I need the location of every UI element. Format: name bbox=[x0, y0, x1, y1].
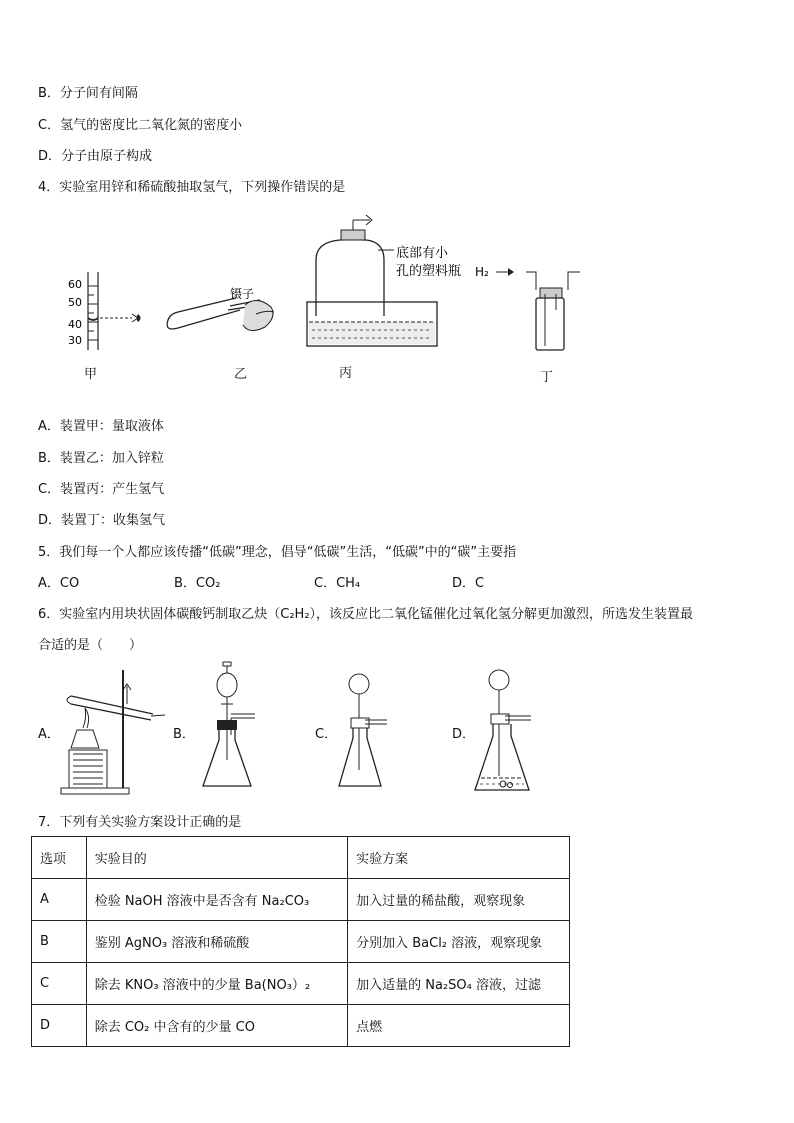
q6-label-b: B． bbox=[173, 727, 195, 742]
q6-stem-line2: 合适的是（ ） bbox=[38, 638, 143, 653]
bottle-label-line2: 孔的塑料瓶 bbox=[396, 264, 462, 279]
q5-option-a: A．CO bbox=[38, 576, 80, 591]
heating-test-tube-stand-icon bbox=[61, 670, 165, 794]
q3-option-c: C．氢气的密度比二氧化氮的密度小 bbox=[38, 118, 243, 133]
q3-option-d: D．分子由原子构成 bbox=[38, 149, 153, 164]
label-jia: 甲 bbox=[84, 367, 98, 382]
cell-purpose: 检验 NaOH 溶液中是否含有 Na₂CO₃ bbox=[86, 879, 347, 921]
cylinder-tick-50: 50 bbox=[68, 296, 82, 309]
cylinder-tick-30: 30 bbox=[68, 334, 82, 347]
label-bing: 丙 bbox=[339, 366, 353, 381]
q7-stem: 7．下列有关实验方案设计正确的是 bbox=[38, 815, 242, 830]
cell-plan: 分别加入 BaCl₂ 溶液，观察现象 bbox=[348, 921, 570, 963]
q4-option-b: B．装置乙：加入锌粒 bbox=[38, 451, 164, 466]
test-tube-tweezers-icon bbox=[167, 298, 274, 331]
cell-plan: 点燃 bbox=[348, 1005, 570, 1047]
table-row bbox=[32, 921, 570, 963]
table-header-row bbox=[32, 837, 570, 879]
q5-option-d: D．C bbox=[452, 576, 485, 591]
gas-collection-bottle-icon bbox=[475, 265, 580, 350]
q5-option-b: B．CO₂ bbox=[174, 576, 221, 591]
graduated-cylinder-icon bbox=[88, 272, 141, 350]
q5-option-c: C．CH₄ bbox=[314, 576, 361, 591]
q4-apparatus-figure bbox=[60, 210, 600, 385]
header-plan: 实验方案 bbox=[348, 837, 570, 879]
q5-stem: 5．我们每一个人都应该传播“低碳”理念，倡导“低碳”生活，“低碳”中的“碳”主要指 bbox=[38, 545, 517, 560]
h2-label: H₂ bbox=[475, 265, 489, 279]
cell-plan: 加入过量的稀盐酸，观察现象 bbox=[348, 879, 570, 921]
long-neck-funnel-flask-icon bbox=[339, 674, 387, 786]
separatory-funnel-flask-icon bbox=[203, 662, 255, 786]
q4-option-d: D．装置丁：收集氢气 bbox=[38, 513, 166, 528]
bottle-label-line1: 底部有小 bbox=[396, 246, 449, 261]
plastic-bottle-beaker-icon bbox=[307, 215, 437, 346]
experiment-table bbox=[31, 836, 570, 1047]
cell-option: B bbox=[32, 921, 87, 963]
table-row bbox=[32, 963, 570, 1005]
cell-option: C bbox=[32, 963, 87, 1005]
cell-plan: 加入适量的 Na₂SO₄ 溶液，过滤 bbox=[348, 963, 570, 1005]
q6-label-d: D． bbox=[452, 727, 476, 742]
label-yi: 乙 bbox=[234, 367, 248, 382]
tweezers-label: 镊子 bbox=[230, 287, 255, 301]
q4-option-a: A．装置甲：量取液体 bbox=[38, 419, 164, 434]
cell-purpose: 鉴别 AgNO₃ 溶液和稀硫酸 bbox=[86, 921, 347, 963]
header-purpose: 实验目的 bbox=[86, 837, 347, 879]
cylinder-tick-40: 40 bbox=[68, 318, 82, 331]
cylinder-tick-60: 60 bbox=[68, 278, 82, 291]
q3-option-b: B．分子间有间隔 bbox=[38, 86, 138, 101]
q6-apparatus-figure bbox=[55, 660, 555, 800]
header-option: 选项 bbox=[32, 837, 87, 879]
q6-label-a: A． bbox=[38, 727, 60, 742]
funnel-flask-with-liquid-icon bbox=[475, 670, 531, 790]
cell-option: A bbox=[32, 879, 87, 921]
table-row bbox=[32, 879, 570, 921]
q4-option-c: C．装置丙：产生氢气 bbox=[38, 482, 165, 497]
cell-purpose: 除去 CO₂ 中含有的少量 CO bbox=[86, 1005, 347, 1047]
label-ding: 丁 bbox=[540, 370, 554, 385]
q4-stem: 4．实验室用锌和稀硫酸抽取氢气，下列操作错误的是 bbox=[38, 180, 346, 195]
cell-option: D bbox=[32, 1005, 87, 1047]
cell-purpose: 除去 KNO₃ 溶液中的少量 Ba(NO₃）₂ bbox=[86, 963, 347, 1005]
q6-stem-line1: 6．实验室内用块状固体碳酸钙制取乙炔（C₂H₂），该反应比二氧化锰催化过氧化氢分解更加激烈，所选发生装置最 bbox=[38, 607, 694, 622]
table-row bbox=[32, 1005, 570, 1047]
q6-label-c: C． bbox=[315, 727, 338, 742]
